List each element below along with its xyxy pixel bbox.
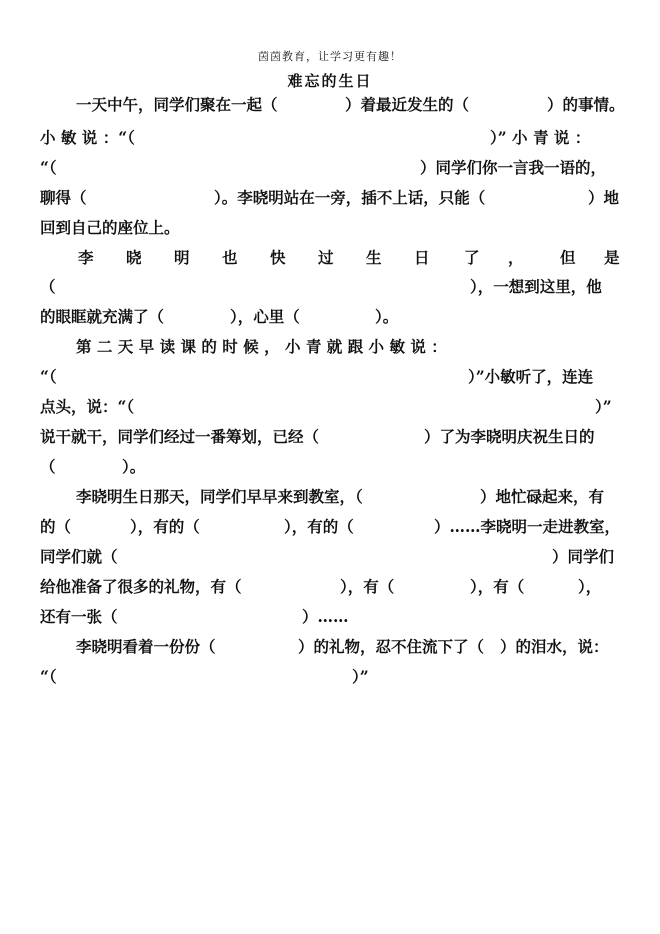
text-segment: ）同学们 [552, 547, 615, 566]
text-segment: 说干就干，同学们经过一番筹划，已经（ [40, 427, 320, 446]
text-segment: （ [40, 457, 56, 476]
text-segment: 日 [414, 248, 430, 267]
text-segment: 的（ [40, 517, 72, 536]
text-segment: 李 [78, 248, 94, 267]
text-segment: ），有（ [340, 577, 395, 596]
text-segment: 同学们就（ [40, 547, 118, 566]
text-segment: ）” [352, 667, 369, 686]
text-segment: “（ [40, 667, 57, 686]
text-segment: 聊得（ [40, 188, 87, 207]
text-segment: ）的泪水，说： [500, 637, 609, 656]
text-segment: 晓 [126, 248, 142, 267]
text-segment: 还有一张（ [40, 607, 118, 626]
text-segment: ）。李晓明站在一旁，插不上话，只能（ [214, 188, 486, 207]
text-segment: ）着最近发生的（ [345, 95, 470, 114]
text-segment: 李晓明看着一份份（ [76, 637, 216, 656]
text-segment: 也 [222, 248, 238, 267]
text-segment: 生 [366, 248, 382, 267]
text-segment: ）地忙碌起来，有 [480, 487, 605, 506]
text-segment: ），一想到这里，他 [470, 277, 602, 296]
text-segment: “（ [40, 158, 57, 177]
text-segment: 点头，说：“（ [40, 397, 135, 416]
page-header: 茵茵教育，让学习更有趣！ [258, 50, 402, 63]
text-segment: 是 [604, 248, 620, 267]
text-segment: 明 [174, 248, 190, 267]
text-segment: 第 二 天 早 读 课 的 时 候 ， 小 青 就 跟 小 敏 说 ： [76, 337, 447, 356]
text-segment: 了 [464, 248, 480, 267]
text-segment: 快 [270, 248, 286, 267]
text-segment: ）。 [375, 307, 399, 326]
text-segment: ）…… [302, 607, 349, 626]
text-segment: ， [508, 248, 524, 267]
page-title: 难忘的生日 [287, 72, 373, 90]
text-segment: ），有的（ [130, 517, 200, 536]
text-segment: ）。 [122, 457, 146, 476]
text-segment: ）的礼物，忍不住流下了（ [298, 637, 485, 656]
text-segment: ）……李晓明一走进教室， [434, 517, 621, 536]
text-segment: ）” [595, 397, 612, 416]
text-segment: ）同学们你一言我一语的， [420, 158, 607, 177]
text-segment: ），心里（ [230, 307, 300, 326]
text-segment: 小 敏 说 ：“（ [40, 128, 135, 147]
text-segment: ），有（ [470, 577, 525, 596]
text-segment: 回到自己的座位上。 [40, 218, 180, 237]
text-segment: 过 [318, 248, 334, 267]
text-segment: 给他准备了很多的礼物，有（ [40, 577, 242, 596]
text-segment: （ [40, 277, 56, 296]
text-segment: ）了为李晓明庆祝生日的 [424, 427, 595, 446]
text-segment: ），有的（ [284, 517, 354, 536]
text-segment: 的眼眶就充满了（ [40, 307, 165, 326]
text-segment: 李晓明生日那天，同学们早早来到教室，（ [76, 487, 363, 506]
text-segment: ）， [578, 577, 602, 596]
text-segment: ）地 [588, 188, 620, 207]
text-segment: ）”小敏听了，连连 [468, 367, 594, 386]
text-segment: ）” 小 青 说 ： [490, 128, 591, 147]
text-segment: 一天中午，同学们聚在一起（ [76, 95, 278, 114]
text-segment: “（ [40, 367, 57, 386]
text-segment: 但 [560, 248, 576, 267]
text-segment: ）的事情。 [547, 95, 625, 114]
